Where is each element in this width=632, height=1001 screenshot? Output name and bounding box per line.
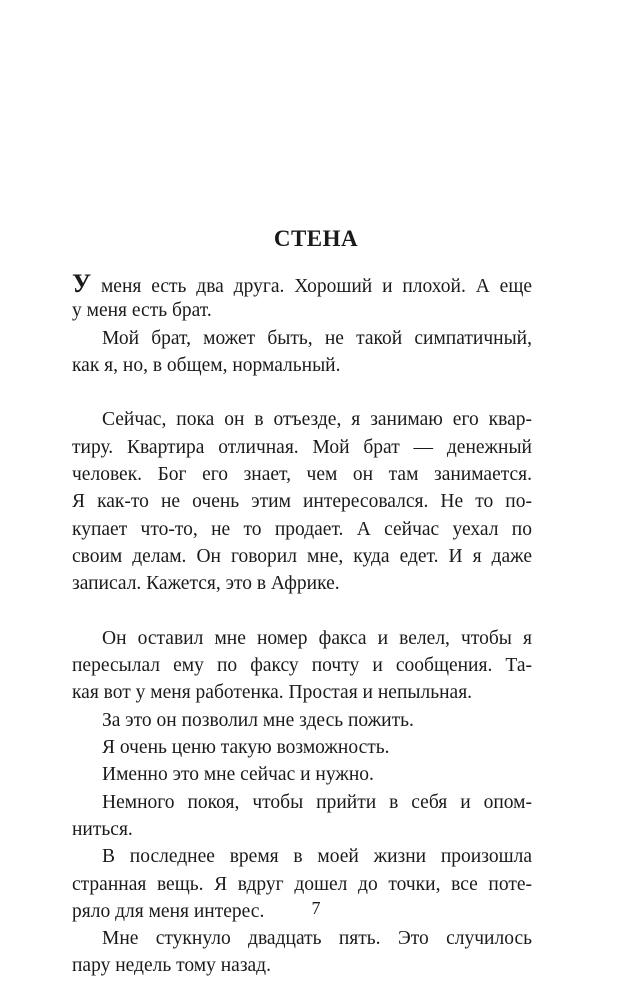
text-line (72, 488, 532, 515)
text-line (72, 761, 532, 788)
text-line (72, 570, 532, 597)
line-text: Мне стукнуло двадцать пять. Это случилось (102, 928, 532, 950)
line-text: человек. Бог его знает, чем он там занимается. (72, 464, 532, 486)
text-line (72, 652, 532, 679)
paragraph-gap (72, 598, 532, 625)
chapter-title: СТЕНА (273, 226, 359, 251)
text-line (72, 434, 532, 461)
text-line (72, 625, 532, 652)
drop-cap: У (72, 269, 92, 298)
text-line (72, 789, 532, 816)
text-line (72, 270, 532, 297)
text-line (72, 297, 532, 324)
paragraph-gap (72, 379, 532, 406)
text-line (72, 516, 532, 543)
text-line (72, 325, 532, 352)
text-line (72, 461, 532, 488)
text-line (72, 679, 532, 706)
line-text: ряло для меня интерес. (72, 900, 265, 922)
line-text: у меня есть брат. (72, 300, 212, 322)
text-line (72, 352, 532, 379)
line-text: За это он позволил мне здесь пожить. (102, 709, 414, 731)
line-text: пересылал ему по факсу почту и сообщения. Та- (72, 655, 532, 677)
line-text: кая вот у меня работенка. Простая и непыльная. (72, 682, 473, 704)
line-text: Я как-то не очень этим интересовался. Не то по- (72, 491, 532, 513)
line-text: Я очень ценю такую возможность. (102, 737, 390, 759)
line-text: Немного покоя, чтобы прийти в себя и опом- (102, 791, 532, 813)
page-number: 7 (311, 898, 321, 918)
text-line (72, 543, 532, 570)
line-text: Мой брат, может быть, не такой симпатичный, (102, 327, 532, 349)
line-text: тиру. Квартира отличная. Мой брат — денежный (72, 436, 532, 458)
line-text: своим делам. Он говорил мне, куда едет. И я даже (72, 545, 532, 567)
text-line (72, 816, 532, 843)
line-text: пару недель тому назад. (72, 955, 271, 977)
line-text: Именно это мне сейчас и нужно. (102, 764, 374, 786)
line-text: записал. Кажется, это в Африке. (72, 573, 340, 595)
line-text: купает что-то, не то продает. А сейчас уехал по (72, 518, 532, 540)
text-line (72, 925, 532, 952)
text-line (72, 952, 532, 979)
text-line (72, 406, 532, 433)
line-text: странная вещь. Я вдруг дошел до точки, все поте- (72, 873, 532, 895)
line-text: как я, но, в общем, нормальный. (72, 354, 341, 376)
line-text: меня есть два друга. Хороший и плохой. А еще (91, 276, 532, 297)
text-line (72, 843, 532, 870)
body-text (72, 270, 532, 980)
text-line (72, 871, 532, 898)
line-text: ниться. (72, 818, 133, 840)
line-text: В последнее время в моей жизни произошла (102, 846, 532, 868)
text-line (72, 734, 532, 761)
text-line (72, 707, 532, 734)
line-text: Он оставил мне номер факса и велел, чтобы я (102, 627, 532, 649)
line-text: Сейчас, пока он в отъезде, я занимаю его квар- (102, 409, 532, 431)
